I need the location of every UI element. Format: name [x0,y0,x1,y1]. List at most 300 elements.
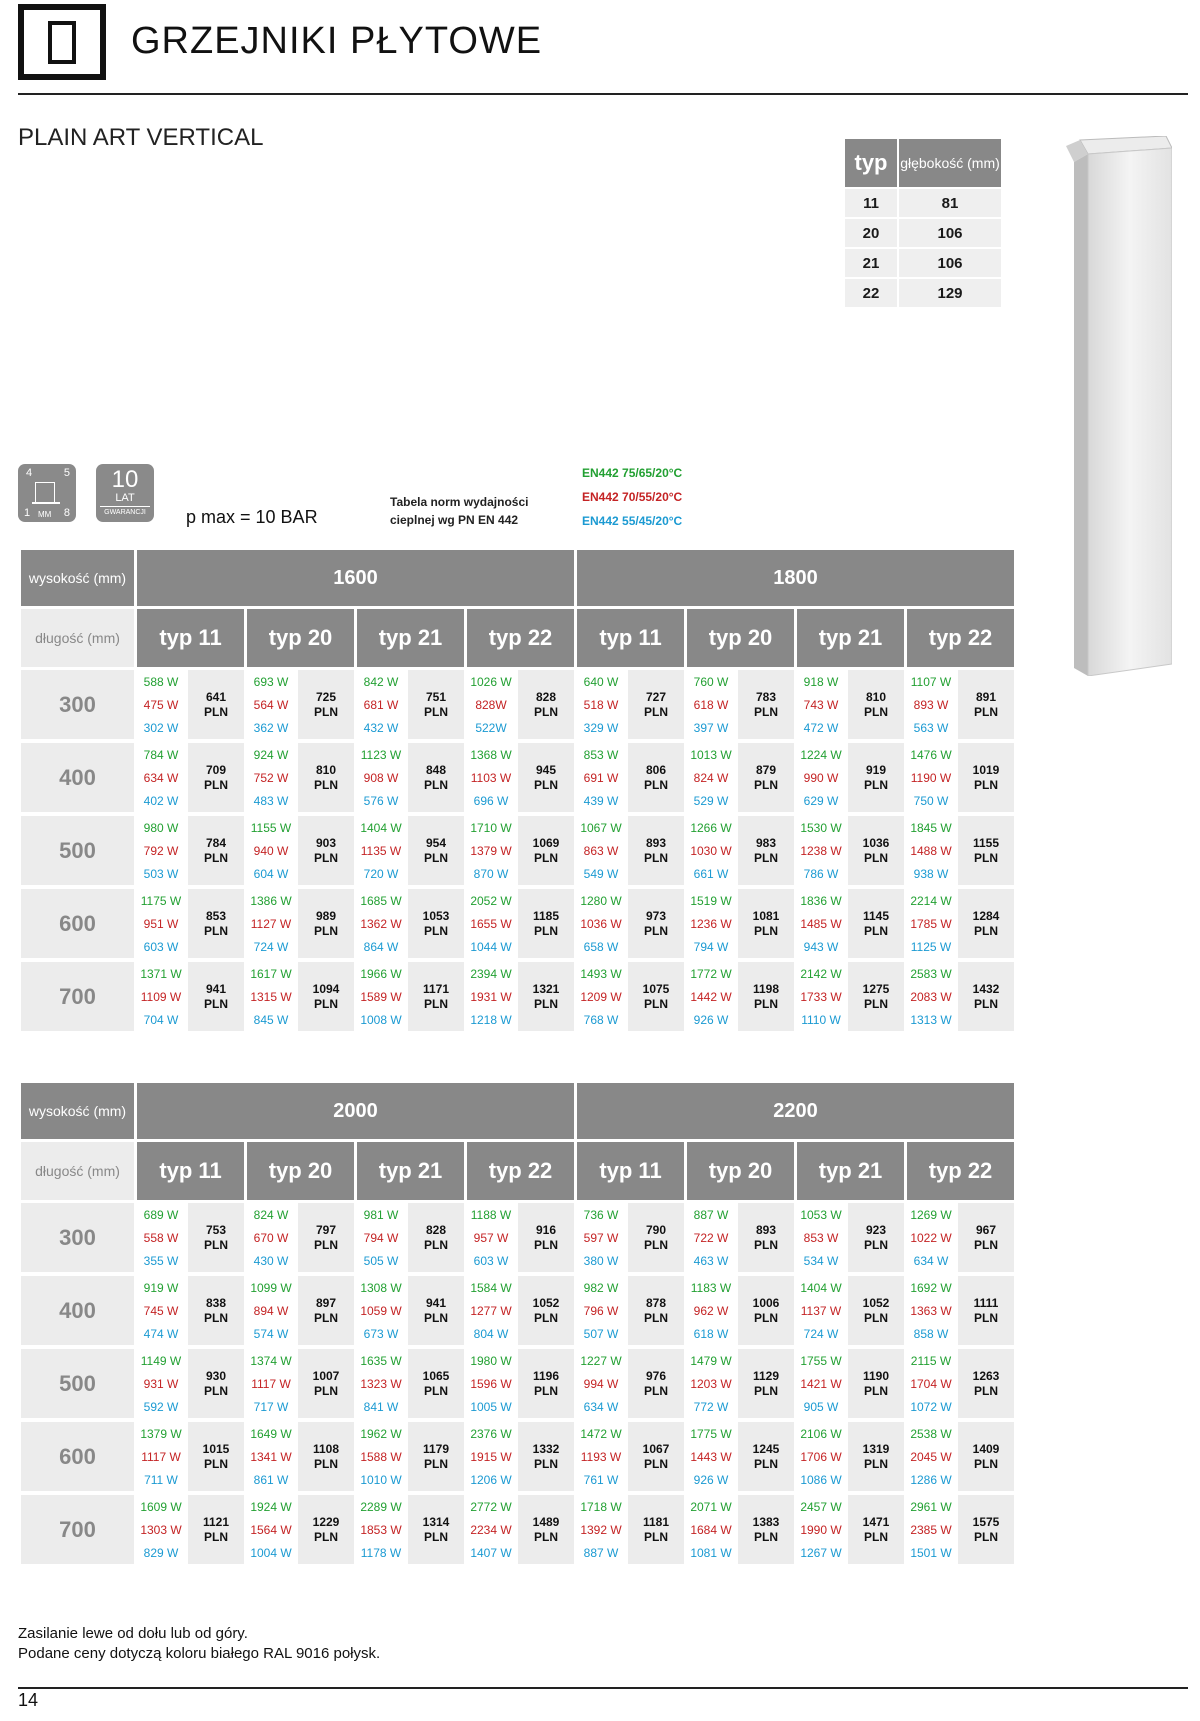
power-value: 689 W [137,1203,185,1226]
length-cell: 300 [21,1203,134,1272]
type-header: typ 22 [467,1142,574,1200]
power-value: 588 W [137,670,185,693]
power-value: 1218 W [467,1008,515,1031]
price-table-1600-1800 [18,550,1017,1031]
power-value: 750 W [907,789,955,812]
power-value: 918 W [797,670,845,693]
power-value: 711 W [137,1468,185,1491]
power-value: 1099 W [247,1276,295,1299]
price-cell: 783 PLN [738,670,794,739]
power-value: 720 W [357,862,405,885]
power-value: 828W [467,693,515,716]
price-cell: 1190 PLN [848,1349,904,1418]
power-value: 887 W [687,1203,735,1226]
power-value: 1472 W [577,1422,625,1445]
power-value: 908 W [357,766,405,789]
power-value: 397 W [687,716,735,739]
power-value: 563 W [907,716,955,739]
type-header: typ 20 [247,609,354,667]
length-cell: 500 [21,1349,134,1418]
length-cell: 500 [21,816,134,885]
power-value: 1067 W [577,816,625,839]
price-cell: 1332 PLN [518,1422,574,1491]
power-value: 724 W [797,1322,845,1345]
page-title: GRZEJNIKI PŁYTOWE [131,20,543,62]
power-value: 772 W [687,1395,735,1418]
price-cell: 1575 PLN [958,1495,1014,1564]
length-label: długość (mm) [21,1142,134,1200]
power-value: 1386 W [247,889,295,912]
power-value: 1010 W [357,1468,405,1491]
price-cell: 893 PLN [738,1203,794,1272]
type-header: typ 22 [467,609,574,667]
length-cell: 700 [21,1495,134,1564]
power-value: 1407 W [467,1541,515,1564]
power-value: 634 W [907,1249,955,1272]
page-number: 14 [18,1690,39,1710]
power-value: 842 W [357,670,405,693]
power-value: 1519 W [687,889,735,912]
power-value: 592 W [137,1395,185,1418]
power-value: 474 W [137,1322,185,1345]
power-value: 1392 W [577,1518,625,1541]
power-value: 804 W [467,1322,515,1345]
pressure-label: p max = 10 BAR [186,507,318,527]
length-cell: 700 [21,962,134,1031]
type-header: typ 20 [687,1142,794,1200]
power-value: 362 W [247,716,295,739]
power-value: 1488 W [907,839,955,862]
power-value: 618 W [687,1322,735,1345]
power-value: 1323 W [357,1372,405,1395]
power-value: 1137 W [797,1299,845,1322]
power-value: 2457 W [797,1495,845,1518]
power-value: 1589 W [357,985,405,1008]
footer-divider [18,1687,1188,1689]
length-cell: 400 [21,743,134,812]
depth-row [845,249,1001,277]
power-value: 1685 W [357,889,405,912]
power-value: 1710 W [467,816,515,839]
power-value: 1775 W [687,1422,735,1445]
power-value: 1081 W [687,1541,735,1564]
price-cell: 941 PLN [408,1276,464,1345]
power-value: 794 W [357,1226,405,1249]
price-cell: 954 PLN [408,816,464,885]
power-value: 1117 W [137,1445,185,1468]
power-value: 1110 W [797,1008,845,1031]
price-cell: 1196 PLN [518,1349,574,1418]
depth-type-cell: 20 [845,219,897,247]
power-value: 1155 W [247,816,295,839]
power-value: 1109 W [137,985,185,1008]
price-cell: 1185 PLN [518,889,574,958]
power-value: 1190 W [907,766,955,789]
price-cell: 879 PLN [738,743,794,812]
power-value: 1175 W [137,889,185,912]
depth-value-cell: 81 [899,189,1001,217]
power-value: 1374 W [247,1349,295,1372]
power-value: 1588 W [357,1445,405,1468]
radiator-image [1066,136,1172,676]
power-value: 1379 W [137,1422,185,1445]
price-cell: 930 PLN [188,1349,244,1418]
power-value: 1044 W [467,935,515,958]
height-label: wysokość (mm) [21,550,134,606]
price-cell: 923 PLN [848,1203,904,1272]
power-value: 1178 W [357,1541,405,1564]
power-value: 1931 W [467,985,515,1008]
type-header: typ 11 [577,1142,684,1200]
table-row [21,816,1014,839]
power-value: 1584 W [467,1276,515,1299]
price-cell: 1069 PLN [518,816,574,885]
height-header: 2200 [577,1083,1014,1139]
price-cell: 806 PLN [628,743,684,812]
power-value: 2234 W [467,1518,515,1541]
type-header: typ 21 [357,1142,464,1200]
table-row [21,670,1014,693]
power-value: 2394 W [467,962,515,985]
power-value: 931 W [137,1372,185,1395]
power-value: 926 W [687,1008,735,1031]
power-value: 845 W [247,1008,295,1031]
power-value: 2385 W [907,1518,955,1541]
power-value: 1564 W [247,1518,295,1541]
price-cell: 1006 PLN [738,1276,794,1345]
power-value: 717 W [247,1395,295,1418]
table-row [21,743,1014,766]
depth-type-cell: 22 [845,279,897,307]
power-value: 887 W [577,1541,625,1564]
power-value: 549 W [577,862,625,885]
connection-spacing-icon: 4 5 1 MM 8 [18,464,76,522]
power-value: 629 W [797,789,845,812]
table-row [21,1276,1014,1299]
power-value: 604 W [247,862,295,885]
power-value: 2772 W [467,1495,515,1518]
power-value: 864 W [357,935,405,958]
power-value: 661 W [687,862,735,885]
price-cell: 1471 PLN [848,1495,904,1564]
power-value: 943 W [797,935,845,958]
power-value: 722 W [687,1226,735,1249]
power-value: 1188 W [467,1203,515,1226]
power-value: 1990 W [797,1518,845,1541]
price-cell: 1245 PLN [738,1422,794,1491]
power-value: 603 W [137,935,185,958]
price-cell: 1081 PLN [738,889,794,958]
power-value: 1501 W [907,1541,955,1564]
power-value: 1442 W [687,985,735,1008]
power-value: 861 W [247,1468,295,1491]
power-value: 1609 W [137,1495,185,1518]
power-value: 1103 W [467,766,515,789]
power-value: 957 W [467,1226,515,1249]
power-value: 640 W [577,670,625,693]
type-header: typ 22 [907,1142,1014,1200]
power-value: 1236 W [687,912,735,935]
power-value: 1036 W [577,912,625,935]
power-value: 634 W [577,1395,625,1418]
table-row [21,962,1014,985]
power-value: 670 W [247,1226,295,1249]
power-value: 1655 W [467,912,515,935]
price-cell: 983 PLN [738,816,794,885]
power-value: 1706 W [797,1445,845,1468]
price-cell: 1321 PLN [518,962,574,1031]
power-value: 1008 W [357,1008,405,1031]
power-value: 2115 W [907,1349,955,1372]
type-header: typ 20 [687,609,794,667]
power-value: 1966 W [357,962,405,985]
power-value: 1404 W [797,1276,845,1299]
power-value: 681 W [357,693,405,716]
depth-value-cell: 106 [899,219,1001,247]
header-divider [18,93,1188,95]
power-value: 2045 W [907,1445,955,1468]
price-table-2000-2200 [18,1083,1017,1564]
type-header: typ 11 [137,1142,244,1200]
depth-table [843,137,1003,309]
power-value: 2106 W [797,1422,845,1445]
power-value: 2538 W [907,1422,955,1445]
power-value: 1836 W [797,889,845,912]
price-cell: 641 PLN [188,670,244,739]
price-cell: 1179 PLN [408,1422,464,1491]
type-header: typ 21 [797,1142,904,1200]
power-value: 761 W [577,1468,625,1491]
price-cell: 1121 PLN [188,1495,244,1564]
power-value: 329 W [577,716,625,739]
power-value: 576 W [357,789,405,812]
power-value: 380 W [577,1249,625,1272]
price-cell: 976 PLN [628,1349,684,1418]
power-value: 2376 W [467,1422,515,1445]
power-value: 1013 W [687,743,735,766]
power-value: 1363 W [907,1299,955,1322]
power-value: 1692 W [907,1276,955,1299]
power-value: 1269 W [907,1203,955,1226]
type-header: typ 22 [907,609,1014,667]
price-cell: 838 PLN [188,1276,244,1345]
depth-row [845,219,1001,247]
price-cell: 941 PLN [188,962,244,1031]
legend-green: EN442 75/65/20°C [582,466,683,480]
price-cell: 893 PLN [628,816,684,885]
price-cell: 725 PLN [298,670,354,739]
warranty-icon: 10 LAT GWARANCJI [96,464,154,522]
price-cell: 1067 PLN [628,1422,684,1491]
power-value: 691 W [577,766,625,789]
price-cell: 1052 PLN [518,1276,574,1345]
power-value: 1286 W [907,1468,955,1491]
power-value: 1026 W [467,670,515,693]
power-value: 1704 W [907,1372,955,1395]
power-value: 1005 W [467,1395,515,1418]
power-value: 558 W [137,1226,185,1249]
type-header: typ 21 [797,609,904,667]
length-label: długość (mm) [21,609,134,667]
depth-value-cell: 129 [899,279,1001,307]
table-row [21,1495,1014,1518]
power-value: 1238 W [797,839,845,862]
power-value: 658 W [577,935,625,958]
power-value: 924 W [247,743,295,766]
power-value: 302 W [137,716,185,739]
price-cell: 916 PLN [518,1203,574,1272]
power-value: 1733 W [797,985,845,1008]
depth-row [845,189,1001,217]
power-value: 981 W [357,1203,405,1226]
power-value: 743 W [797,693,845,716]
logo [18,4,106,80]
power-value: 564 W [247,693,295,716]
power-value: 1379 W [467,839,515,862]
power-value: 522W [467,716,515,739]
depth-type-cell: 21 [845,249,897,277]
height-header: 1800 [577,550,1014,606]
power-value: 768 W [577,1008,625,1031]
power-value: 1617 W [247,962,295,985]
power-value: 938 W [907,862,955,885]
power-value: 926 W [687,1468,735,1491]
power-value: 574 W [247,1322,295,1345]
power-value: 1303 W [137,1518,185,1541]
price-cell: 828 PLN [408,1203,464,1272]
power-value: 534 W [797,1249,845,1272]
power-value: 1371 W [137,962,185,985]
price-cell: 1155 PLN [958,816,1014,885]
power-value: 2289 W [357,1495,405,1518]
power-value: 962 W [687,1299,735,1322]
power-value: 1227 W [577,1349,625,1372]
depth-value-cell: 106 [899,249,1001,277]
power-value: 982 W [577,1276,625,1299]
price-cell: 810 PLN [848,670,904,739]
price-cell: 1094 PLN [298,962,354,1031]
power-value: 1980 W [467,1349,515,1372]
power-value: 1107 W [907,670,955,693]
price-cell: 1314 PLN [408,1495,464,1564]
type-header: typ 20 [247,1142,354,1200]
power-value: 1086 W [797,1468,845,1491]
power-value: 824 W [687,766,735,789]
power-value: 1479 W [687,1349,735,1372]
price-cell: 973 PLN [628,889,684,958]
power-value: 1755 W [797,1349,845,1372]
power-value: 1004 W [247,1541,295,1564]
power-value: 792 W [137,839,185,862]
power-value: 1845 W [907,816,955,839]
price-cell: 727 PLN [628,670,684,739]
price-cell: 989 PLN [298,889,354,958]
price-cell: 945 PLN [518,743,574,812]
power-value: 1530 W [797,816,845,839]
price-cell: 891 PLN [958,670,1014,739]
legend-red: EN442 70/55/20°C [582,490,683,504]
power-value: 1125 W [907,935,955,958]
price-cell: 1053 PLN [408,889,464,958]
power-value: 2071 W [687,1495,735,1518]
power-value: 1266 W [687,816,735,839]
product-name: PLAIN ART VERTICAL [18,124,264,151]
depth-row [845,279,1001,307]
price-cell: 1275 PLN [848,962,904,1031]
price-cell: 784 PLN [188,816,244,885]
power-value: 796 W [577,1299,625,1322]
power-value: 1362 W [357,912,405,935]
power-value: 1853 W [357,1518,405,1541]
power-value: 2583 W [907,962,955,985]
power-value: 597 W [577,1226,625,1249]
power-value: 1341 W [247,1445,295,1468]
power-value: 673 W [357,1322,405,1345]
price-cell: 1019 PLN [958,743,1014,812]
power-value: 863 W [577,839,625,862]
price-cell: 967 PLN [958,1203,1014,1272]
power-value: 1135 W [357,839,405,862]
power-value: 432 W [357,716,405,739]
power-value: 1315 W [247,985,295,1008]
price-cell: 1108 PLN [298,1422,354,1491]
power-value: 1596 W [467,1372,515,1395]
type-header: typ 11 [137,609,244,667]
power-value: 1718 W [577,1495,625,1518]
table-row [21,1203,1014,1226]
power-value: 951 W [137,912,185,935]
power-value: 1277 W [467,1299,515,1322]
power-value: 1476 W [907,743,955,766]
power-value: 829 W [137,1541,185,1564]
power-value: 736 W [577,1203,625,1226]
price-cell: 751 PLN [408,670,464,739]
power-value: 2083 W [907,985,955,1008]
power-value: 529 W [687,789,735,812]
power-value: 2142 W [797,962,845,985]
table-row [21,1422,1014,1445]
price-cell: 1181 PLN [628,1495,684,1564]
price-cell: 1036 PLN [848,816,904,885]
price-cell: 1263 PLN [958,1349,1014,1418]
price-cell: 1075 PLN [628,962,684,1031]
power-value: 752 W [247,766,295,789]
power-value: 1684 W [687,1518,735,1541]
price-cell: 709 PLN [188,743,244,812]
price-cell: 1489 PLN [518,1495,574,1564]
power-value: 1203 W [687,1372,735,1395]
price-cell: 1409 PLN [958,1422,1014,1491]
price-cell: 1065 PLN [408,1349,464,1418]
power-value: 696 W [467,789,515,812]
height-label: wysokość (mm) [21,1083,134,1139]
power-value: 2961 W [907,1495,955,1518]
price-cell: 903 PLN [298,816,354,885]
power-value: 1059 W [357,1299,405,1322]
power-value: 784 W [137,743,185,766]
price-cell: 919 PLN [848,743,904,812]
power-value: 1206 W [467,1468,515,1491]
power-value: 1267 W [797,1541,845,1564]
price-cell: 1319 PLN [848,1422,904,1491]
power-value: 402 W [137,789,185,812]
price-cell: 753 PLN [188,1203,244,1272]
power-value: 1785 W [907,912,955,935]
power-value: 994 W [577,1372,625,1395]
power-value: 1072 W [907,1395,955,1418]
power-value: 503 W [137,862,185,885]
power-value: 1368 W [467,743,515,766]
